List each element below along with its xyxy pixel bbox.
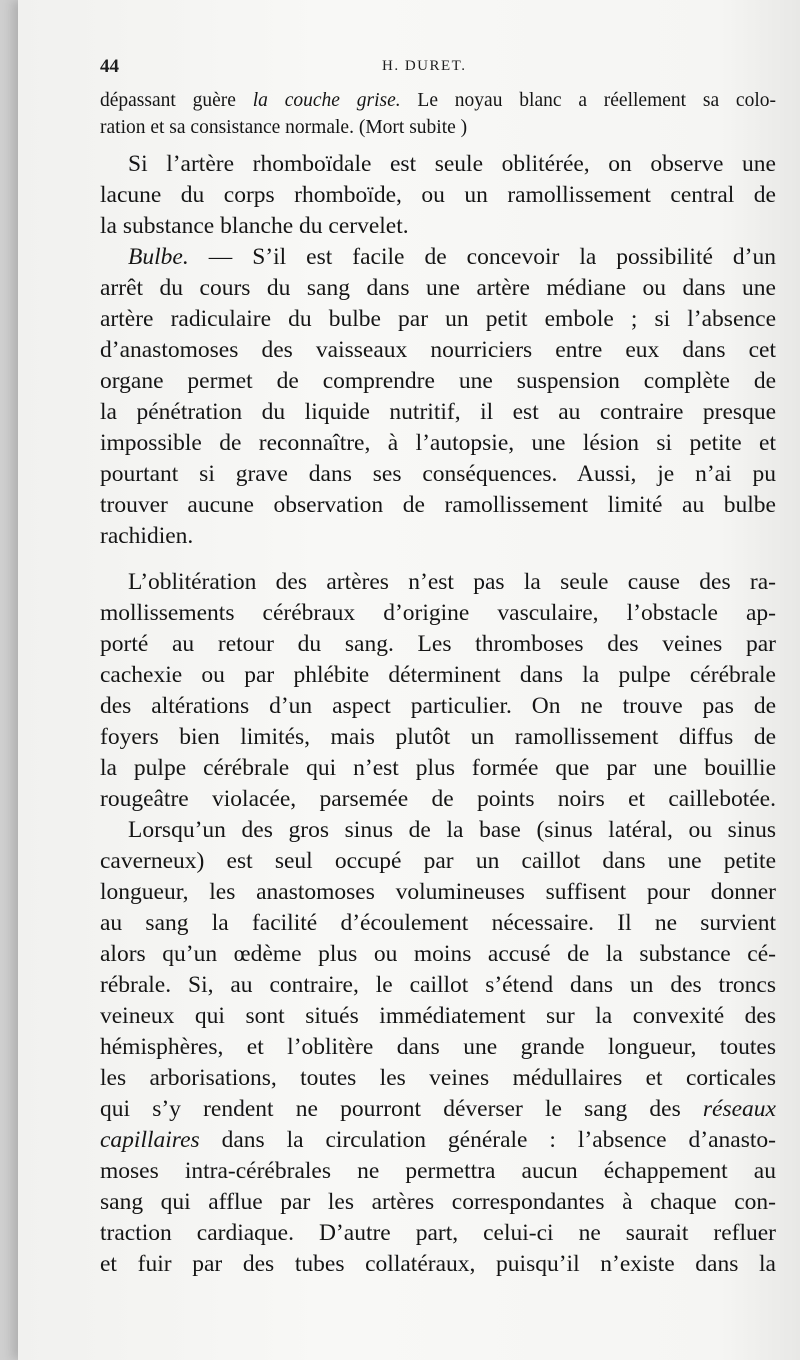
text-line: artère radiculaire du bulbe par un petit embole ; si l’absence — [100, 306, 776, 332]
text-line: moses intra-cérébrales ne permettra aucun échappement au — [100, 1158, 776, 1184]
text-line: porté au retour du sang. Les thromboses des veines par — [100, 631, 776, 657]
text-line: des altérations d’un aspect particulier. On ne trouve pas de — [100, 693, 776, 719]
text-line: caverneux) est seul occupé par un caillot dans une petite — [100, 848, 776, 874]
text-line: et fuir par des tubes collatéraux, puisqu’il n’existe dans la — [100, 1251, 776, 1277]
page-number: 44 — [100, 56, 119, 77]
text-line: arrêt du cours du sang dans une artère médiane ou dans une — [100, 275, 776, 301]
text-line: veineux qui sont situés immédiatement sur la convexité des — [100, 1003, 776, 1029]
text-line: au sang la facilité d’écoulement nécessaire. Il ne survient — [100, 910, 776, 936]
text-line: capillaires dans la circulation générale : l’absence d’anasto- — [100, 1127, 776, 1153]
text-line: L’oblitération des artères n’est pas la seule cause des ra- — [128, 569, 776, 595]
book-page — [18, 0, 800, 1360]
text-line: d’anastomoses des vaisseaux nourriciers entre eux dans cet — [100, 337, 776, 363]
text-line: Si l’artère rhomboïdale est seule oblitérée, on observe une — [128, 151, 776, 177]
text-line: qui s’y rendent ne pourront déverser le sang des réseaux — [100, 1096, 776, 1122]
running-title: H. DURET. — [382, 58, 467, 74]
text-line: alors qu’un œdème plus ou moins accusé de la substance cé- — [100, 941, 776, 967]
text-line: lacune du corps rhomboïde, ou un ramollissement central de — [100, 182, 776, 208]
text-line: Bulbe. — S’il est facile de concevoir la possibilité d’un — [128, 244, 776, 270]
text-line: cachexie ou par phlébite déterminent dans la pulpe cérébrale — [100, 662, 776, 688]
text-line: sang qui afflue par les artères correspondantes à chaque con- — [100, 1189, 776, 1215]
text-line: rachidien. — [100, 523, 194, 549]
text-line: pourtant si grave dans ses conséquences. Aussi, je n’ai pu — [100, 461, 776, 487]
text-line: ration et sa consistance normale. (Mort subite ) — [100, 117, 468, 138]
text-line: traction cardiaque. D’autre part, celui-ci ne saurait refluer — [100, 1220, 776, 1246]
text-line: la substance blanche du cervelet. — [100, 213, 409, 239]
text-line: trouver aucune observation de ramollissement limité au bulbe — [100, 492, 776, 518]
text-line: la pulpe cérébrale qui n’est plus formée que par une bouillie — [100, 755, 776, 781]
running-head — [100, 56, 770, 82]
text-line: foyers bien limités, mais plutôt un ramollissement diffus de — [100, 724, 776, 750]
text-line: la pénétration du liquide nutritif, il est au contraire presque — [100, 399, 776, 425]
text-line: mollissements cérébraux d’origine vasculaire, l’obstacle ap- — [100, 600, 776, 626]
text-line: organe permet de comprendre une suspension complète de — [100, 368, 776, 394]
text-line: longueur, les anastomoses volumineuses suffisent pour donner — [100, 879, 776, 905]
text-line: impossible de reconnaître, à l’autopsie, une lésion si petite et — [100, 430, 776, 456]
text-line: dépassant guère la couche grise. Le noyau blanc a réellement sa colo- — [100, 90, 776, 111]
text-line: rébrale. Si, au contraire, le caillot s’étend dans un des troncs — [100, 972, 776, 998]
text-line: hémisphères, et l’oblitère dans une grande longueur, toutes — [100, 1034, 776, 1060]
text-line: rougeâtre violacée, parsemée de points noirs et caillebotée. — [100, 786, 776, 812]
text-line: les arborisations, toutes les veines médullaires et corticales — [100, 1065, 776, 1091]
text-line: Lorsqu’un des gros sinus de la base (sinus latéral, ou sinus — [128, 817, 776, 843]
